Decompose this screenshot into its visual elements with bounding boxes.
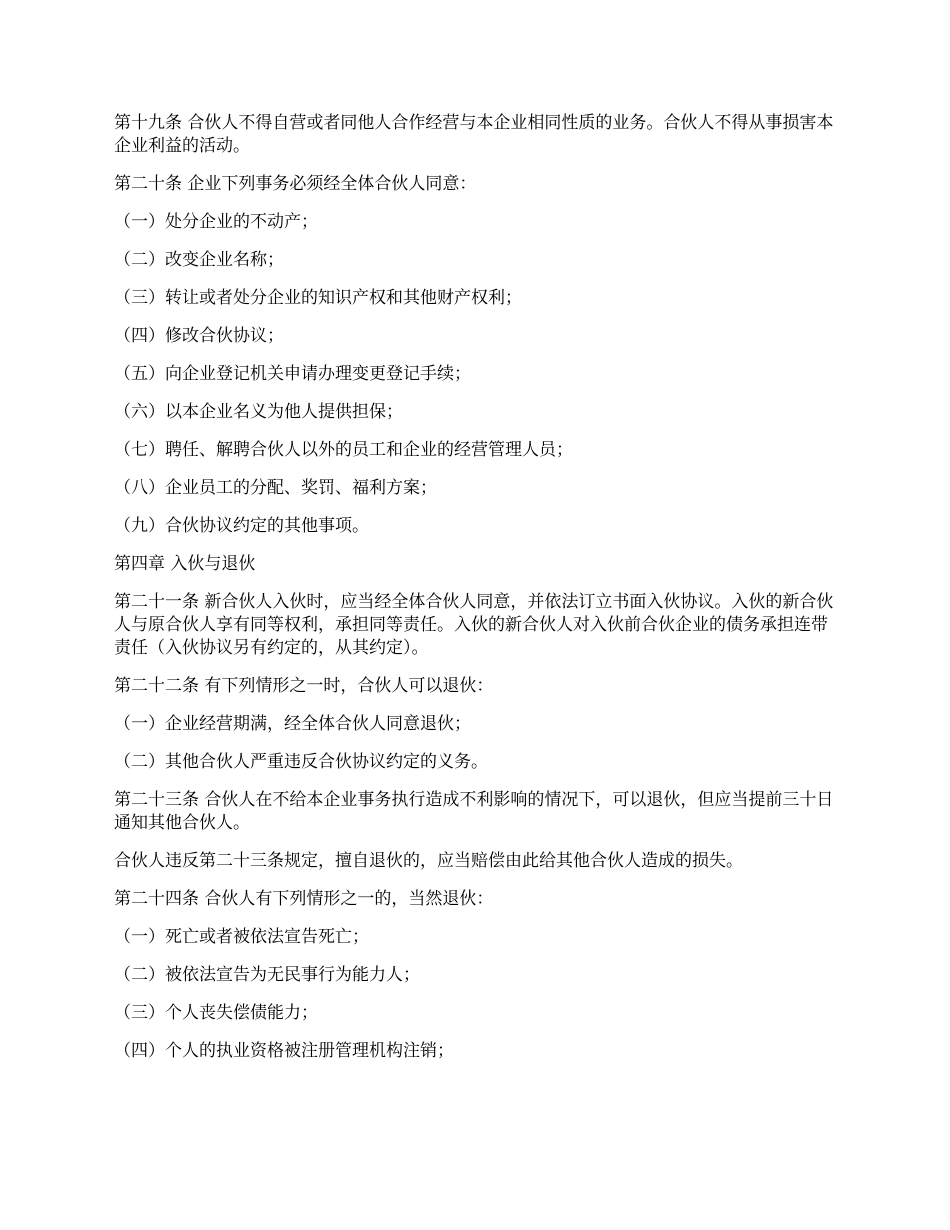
article-20-item-5: （五）向企业登记机关申请办理变更登记手续； [114, 364, 471, 384]
article-21-paragraph: 第二十一条 新合伙人入伙时，应当经全体合伙人同意，并依法订立书面入伙协议。入伙的新合伙人与原合伙人享有同等权利，承担同等责任。入伙的新合伙人对入伙前合伙企业的债务承担连带责任（入伙协议另有约定的，从其约定）。 [114, 592, 834, 658]
article-22-heading: 第二十二条 有下列情形之一时，合伙人可以退伙： [114, 676, 494, 696]
article-24-heading: 第二十四条 合伙人有下列情形之一的，当然退伙： [114, 889, 494, 909]
article-24-item-4: （四）个人的执业资格被注册管理机构注销； [114, 1041, 454, 1061]
article-22-item-2: （二）其他合伙人严重违反合伙协议约定的义务。 [114, 752, 488, 772]
article-20-item-6: （六）以本企业名义为他人提供担保； [114, 402, 403, 422]
article-24-item-1: （一）死亡或者被依法宣告死亡； [114, 927, 369, 947]
article-19-paragraph: 第十九条 合伙人不得自营或者同他人合作经营与本企业相同性质的业务。合伙人不得从事损害本企业利益的活动。 [114, 113, 834, 156]
article-20-item-9: （九）合伙协议约定的其他事项。 [114, 516, 369, 536]
article-23-paragraph: 第二十三条 合伙人在不给本企业事务执行造成不利影响的情况下，可以退伙，但应当提前三十日通知其他合伙人。 [114, 790, 834, 833]
article-20-item-2: （二）改变企业名称； [114, 250, 284, 270]
article-20-item-4: （四）修改合伙协议； [114, 326, 284, 346]
article-24-item-3: （三）个人丧失偿债能力； [114, 1003, 318, 1023]
article-20-item-3: （三）转让或者处分企业的知识产权和其他财产权利； [114, 288, 522, 308]
article-20-item-7: （七）聘任、解聘合伙人以外的员工和企业的经营管理人员； [114, 440, 573, 460]
article-20-heading: 第二十条 企业下列事务必须经全体合伙人同意： [114, 174, 477, 194]
document-body [114, 112, 842, 1078]
article-20-item-8: （八）企业员工的分配、奖罚、福利方案； [114, 478, 437, 498]
article-22-item-1: （一）企业经营期满，经全体合伙人同意退伙； [114, 714, 471, 734]
article-23-violation-paragraph: 合伙人违反第二十三条规定，擅自退伙的，应当赔偿由此给其他合伙人造成的损失。 [114, 851, 743, 871]
chapter-4-heading: 第四章 入伙与退伙 [114, 554, 256, 574]
article-24-item-2: （二）被依法宣告为无民事行为能力人； [114, 965, 420, 985]
article-20-item-1: （一）处分企业的不动产； [114, 212, 318, 232]
